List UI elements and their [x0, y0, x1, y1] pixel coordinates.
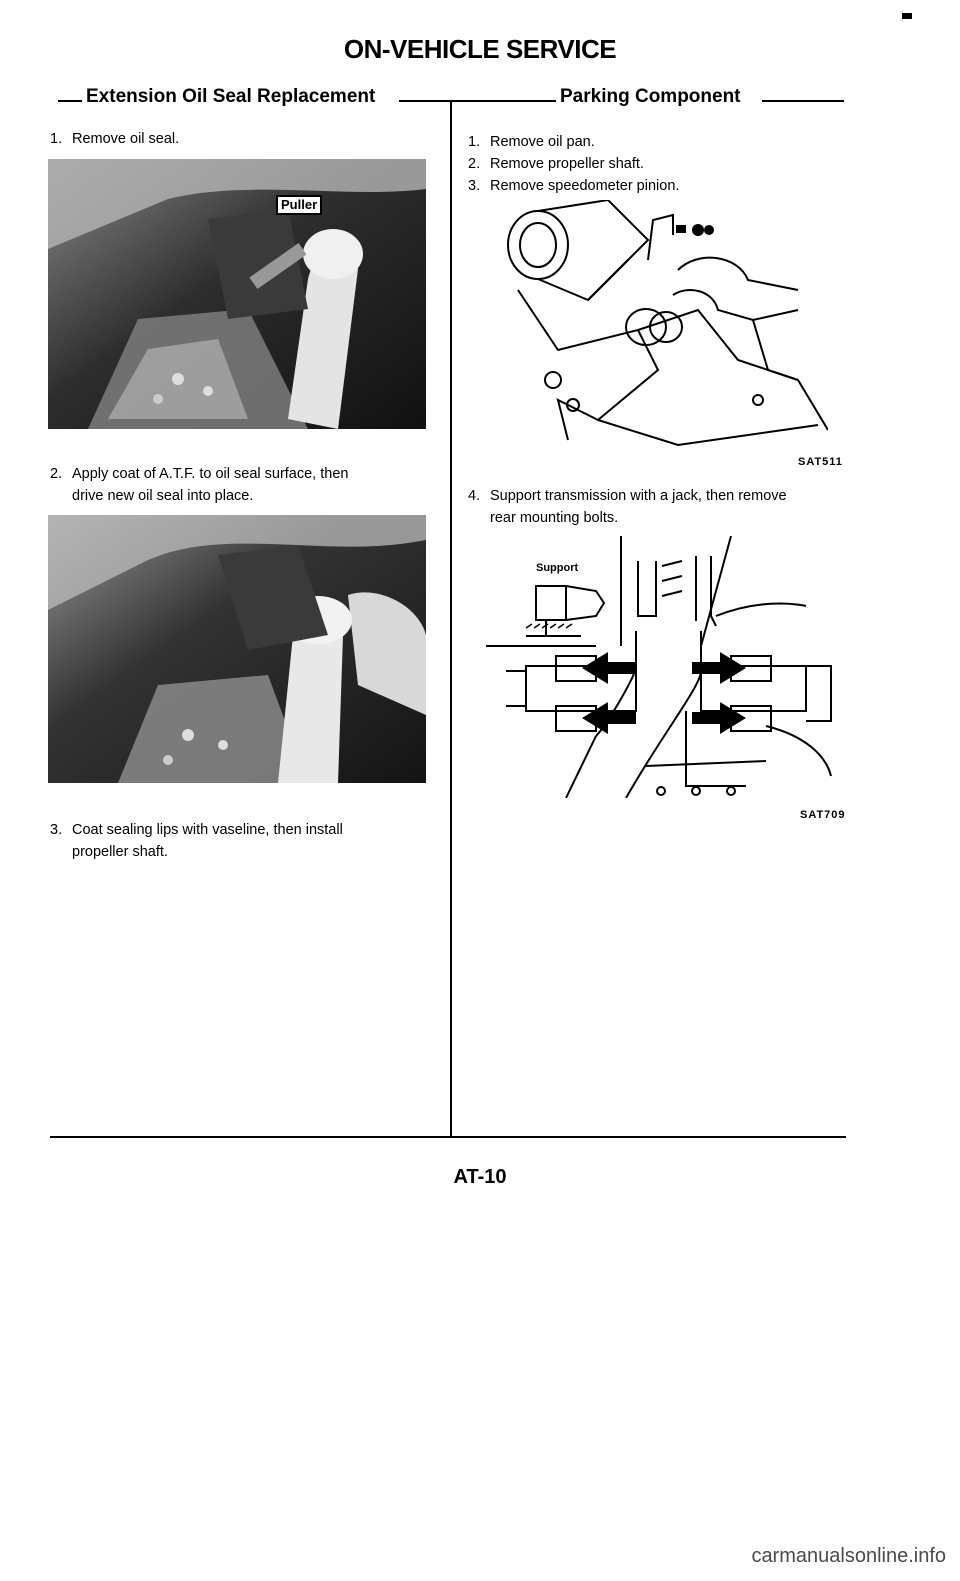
step-text: Remove oil pan. [490, 134, 595, 150]
figure-rear-mounting-bolts [486, 536, 846, 798]
photo-install-oil-seal-image [48, 515, 426, 783]
heading-connector-rule [399, 100, 556, 102]
step-text-line2: rear mounting bolts. [490, 510, 619, 526]
corner-mark [902, 13, 912, 19]
step-number: 3. [468, 178, 481, 194]
column-divider [450, 100, 452, 1138]
left-step-3 [50, 819, 430, 863]
step-text: Remove oil seal. [72, 131, 180, 147]
step-number: 3. [50, 822, 63, 838]
step-text-line2: drive new oil seal into place. [72, 488, 254, 504]
photo-remove-oil-seal-image [48, 159, 426, 429]
step-number: 2. [468, 156, 481, 172]
step-number: 1. [50, 131, 63, 147]
photo-install-oil-seal [48, 515, 426, 783]
left-step-2 [50, 463, 430, 507]
step-number: 4. [468, 488, 481, 504]
watermark: carmanualsonline.info [751, 1545, 946, 1567]
left-section-heading: Extension Oil Seal Replacement [86, 86, 376, 107]
right-step-4 [468, 485, 858, 529]
bottom-rule [50, 1136, 846, 1138]
step-text-line2: propeller shaft. [72, 844, 168, 860]
photo-remove-oil-seal [48, 159, 426, 429]
step-text: Remove propeller shaft. [490, 156, 644, 172]
step-text-line1: Coat sealing lips with vaseline, then install [72, 822, 343, 838]
step-text-line1: Apply coat of A.T.F. to oil seal surface, then [72, 466, 349, 482]
page-title: ON-VEHICLE SERVICE [343, 34, 617, 64]
right-section-heading: Parking Component [560, 86, 741, 107]
figure-speedometer-pinion [498, 200, 828, 450]
right-step-3 [468, 175, 848, 197]
figure2-support-label: Support [536, 562, 579, 574]
right-steps-1-3 [468, 131, 848, 197]
left-heading-lead-rule [58, 100, 82, 102]
right-heading-tail-rule [762, 100, 844, 102]
page-number: AT-10 [453, 1166, 507, 1188]
step-number: 2. [50, 466, 63, 482]
right-step-2 [468, 153, 848, 175]
figure1-caption: SAT511 [798, 456, 843, 468]
right-step-1 [468, 131, 848, 153]
step-number: 1. [468, 134, 481, 150]
left-step-1 [50, 128, 430, 150]
step-text: Remove speedometer pinion. [490, 178, 680, 194]
photo1-puller-label: Puller [276, 195, 322, 215]
figure2-caption: SAT709 [800, 809, 846, 821]
step-text-line1: Support transmission with a jack, then remove [490, 488, 787, 504]
